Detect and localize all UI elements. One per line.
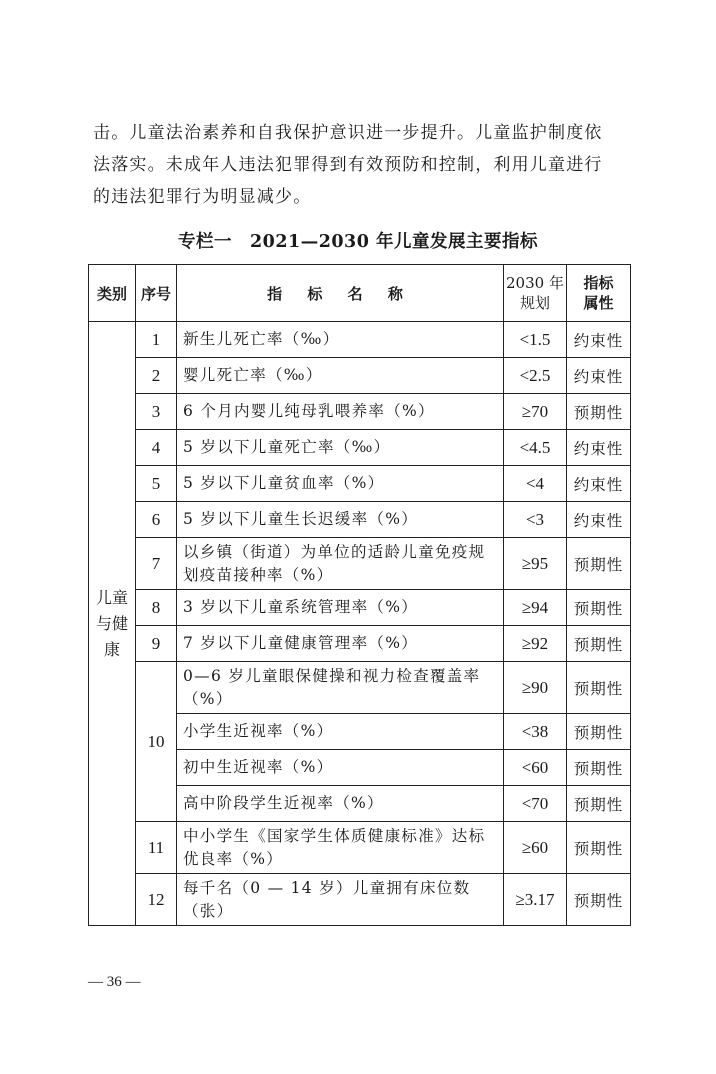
table-header-row [89,265,631,322]
table-row [89,322,631,358]
indicator-name: 高中阶段学生近视率（%） [177,786,504,822]
target-value: ≥94 [504,590,567,626]
paragraph-line: 的违法犯罪行为明显减少。 [93,187,312,207]
header-indicator-name: 指 标 名 称 [177,265,504,322]
indicator-attribute: 预期性 [567,822,631,874]
indicator-attribute: 约束性 [567,430,631,466]
target-value: <4.5 [504,430,567,466]
header-target-line2: 规划 [519,294,550,312]
indicator-attribute: 预期性 [567,626,631,662]
indicator-name: 5 岁以下儿童贫血率（%） [177,466,504,502]
table-row [89,874,631,926]
row-number: 11 [136,822,177,874]
indicator-attribute: 约束性 [567,322,631,358]
indicator-name: 5 岁以下儿童生长迟缓率（%） [177,502,504,538]
indicator-attribute: 预期性 [567,590,631,626]
row-number: 1 [136,322,177,358]
target-value: ≥95 [504,538,567,590]
indicator-name: 6 个月内婴儿纯母乳喂养率（%） [177,394,504,430]
paragraph-line: 击。儿童法治素养和自我保护意识进一步提升。儿童监护制度依 [93,123,603,143]
indicator-attribute: 预期性 [567,662,631,714]
indicator-name: 中小学生《国家学生体质健康标准》达标优良率（%） [177,822,504,874]
target-value: <70 [504,786,567,822]
indicator-name: 以乡镇（街道）为单位的适龄儿童免疫规划疫苗接种率（%） [177,538,504,590]
row-number: 9 [136,626,177,662]
indicator-name: 每千名（0 — 14 岁）儿童拥有床位数（张） [177,874,504,926]
indicator-name: 初中生近视率（%） [177,750,504,786]
table-row [89,358,631,394]
indicator-attribute: 预期性 [567,714,631,750]
target-value: <4 [504,466,567,502]
target-value: ≥60 [504,822,567,874]
table-row [89,538,631,590]
header-attribute [567,265,631,322]
target-value: ≥70 [504,394,567,430]
table-row [89,822,631,874]
body-paragraph [93,117,638,213]
row-number: 8 [136,590,177,626]
indicator-attribute: 预期性 [567,874,631,926]
indicator-attribute: 预期性 [567,750,631,786]
indicator-name: 3 岁以下儿童系统管理率（%） [177,590,504,626]
row-number: 10 [136,662,177,822]
indicator-table [88,264,631,926]
target-value: <38 [504,714,567,750]
target-value: <3 [504,502,567,538]
header-number: 序号 [136,265,177,322]
indicator-name: 5 岁以下儿童死亡率（‰） [177,430,504,466]
row-number: 4 [136,430,177,466]
target-value: ≥92 [504,626,567,662]
indicator-attribute: 预期性 [567,394,631,430]
indicator-attribute: 约束性 [567,466,631,502]
row-number: 3 [136,394,177,430]
header-attr-line1: 指标 [583,274,614,292]
header-category: 类别 [89,265,136,322]
indicator-name: 新生儿死亡率（‰） [177,322,504,358]
header-target-line1: 2030 年 [506,274,564,292]
target-value: <2.5 [504,358,567,394]
table-row [89,626,631,662]
indicator-attribute: 约束性 [567,358,631,394]
header-target [504,265,567,322]
target-value: <1.5 [504,322,567,358]
indicator-name: 7 岁以下儿童健康管理率（%） [177,626,504,662]
header-attr-line2: 属性 [583,294,614,312]
table-row [89,394,631,430]
table-row [89,466,631,502]
table-row [89,590,631,626]
row-number: 7 [136,538,177,590]
row-number: 2 [136,358,177,394]
row-number: 5 [136,466,177,502]
row-number: 12 [136,874,177,926]
indicator-attribute: 预期性 [567,538,631,590]
paragraph-line: 法落实。未成年人违法犯罪得到有效预防和控制，利用儿童进行 [93,155,603,175]
page-number: — 36 — [88,974,141,990]
indicator-name: 婴儿死亡率（‰） [177,358,504,394]
target-value: <60 [504,750,567,786]
table-row [89,502,631,538]
category-cell: 儿童与健康 [89,322,136,926]
target-value: ≥90 [504,662,567,714]
target-value: ≥3.17 [504,874,567,926]
indicator-attribute: 约束性 [567,502,631,538]
table-caption: 专栏一 2021—2030 年儿童发展主要指标 [177,232,538,252]
indicator-name: 小学生近视率（%） [177,714,504,750]
row-number: 6 [136,502,177,538]
indicator-name: 0—6 岁儿童眼保健操和视力检查覆盖率（%） [177,662,504,714]
table-row [89,662,631,714]
table-row [89,430,631,466]
indicator-attribute: 预期性 [567,786,631,822]
